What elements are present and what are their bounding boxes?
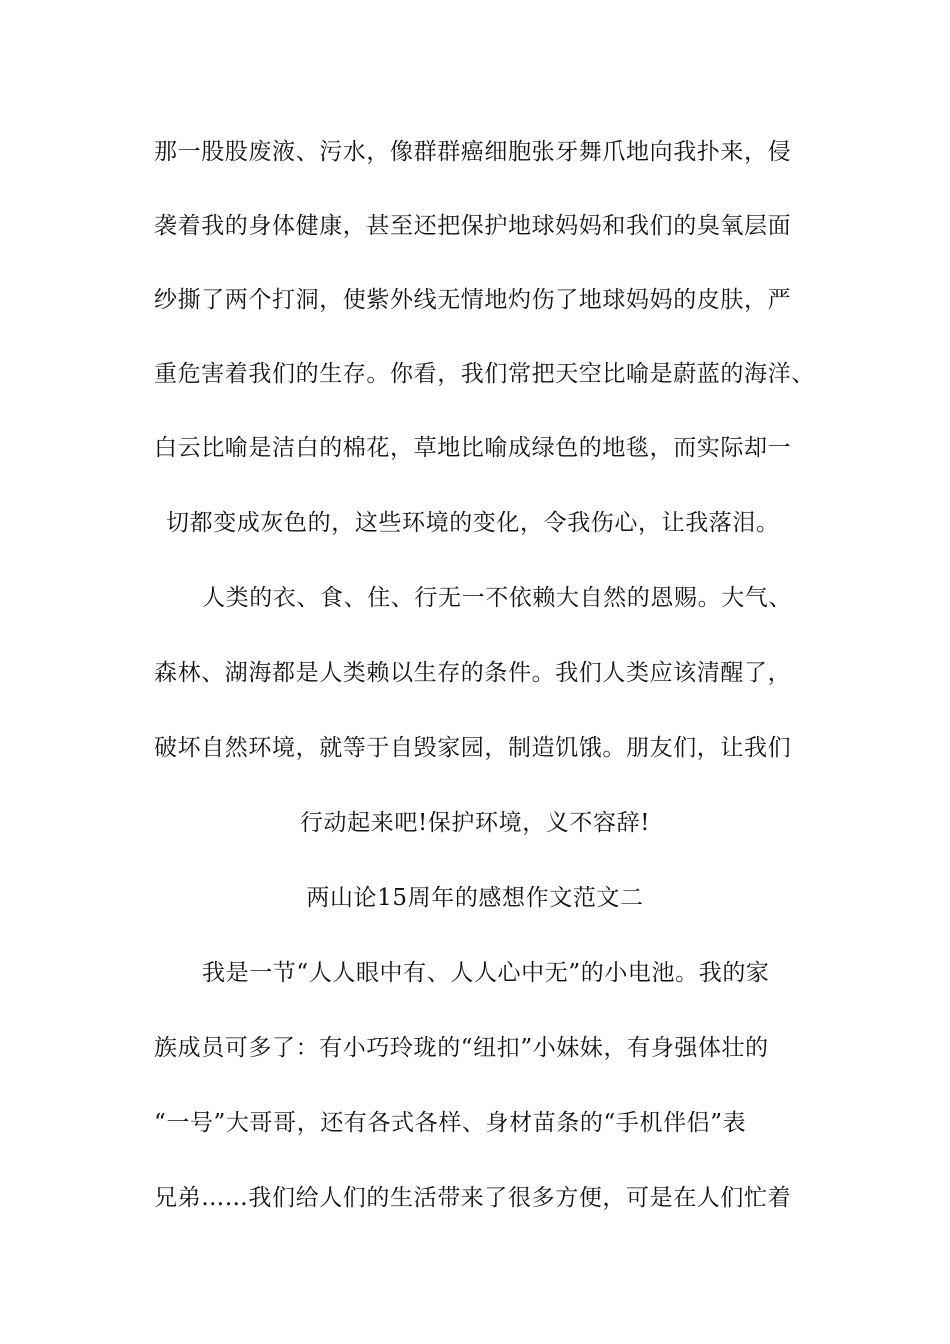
paragraph-2-line-4: 行动起来吧!保护环境，义不容辞! [299, 810, 651, 836]
paragraph-3-line-3: “一号”大哥哥，还有各式各样、身材苗条的“手机伴侣”表 [154, 1110, 747, 1136]
paragraph-1-line-1: 那一股股废液、污水，像群群癌细胞张牙舞爪地向我扑来，侵 [154, 139, 792, 165]
paragraph-3-line-2: 族成员可多了：有小巧玲珑的“纽扣”小妹妹，有身强体壮的 [154, 1035, 769, 1061]
paragraph-1-line-5: 白云比喻是洁白的棉花，草地比喻成绿色的地毯，而实际却一 [154, 435, 792, 461]
paragraph-2-line-3: 破坏自然环境，就等于自毁家园，制造饥饿。朋友们，让我们 [154, 735, 792, 761]
paragraph-3-line-4: 兄弟……我们给人们的生活带来了很多方便，可是在人们忙着 [154, 1185, 792, 1211]
paragraph-1-line-2: 袭着我的身体健康，甚至还把保护地球妈妈和我们的臭氧层面 [154, 213, 792, 239]
paragraph-1-line-3: 纱撕了两个打洞，使紫外线无情地灼伤了地球妈妈的皮肤，严 [154, 287, 792, 313]
paragraph-1-line-6: 切都变成灰色的，这些环境的变化，令我伤心，让我落泪。 [166, 510, 780, 536]
section-heading: 两山论15周年的感想作文范文二 [306, 885, 644, 911]
paragraph-1-line-4: 重危害着我们的生存。你看，我们常把天空比喻是蔚蓝的海洋、 [154, 361, 815, 387]
paragraph-3-line-1: 我是一节“人人眼中有、人人心中无”的小电池。我的家 [202, 960, 770, 986]
paragraph-2-line-1: 人类的衣、食、住、行无一不依赖大自然的恩赐。大气、 [202, 585, 792, 611]
paragraph-2-line-2: 森林、湖海都是人类赖以生存的条件。我们人类应该清醒了， [154, 660, 792, 686]
